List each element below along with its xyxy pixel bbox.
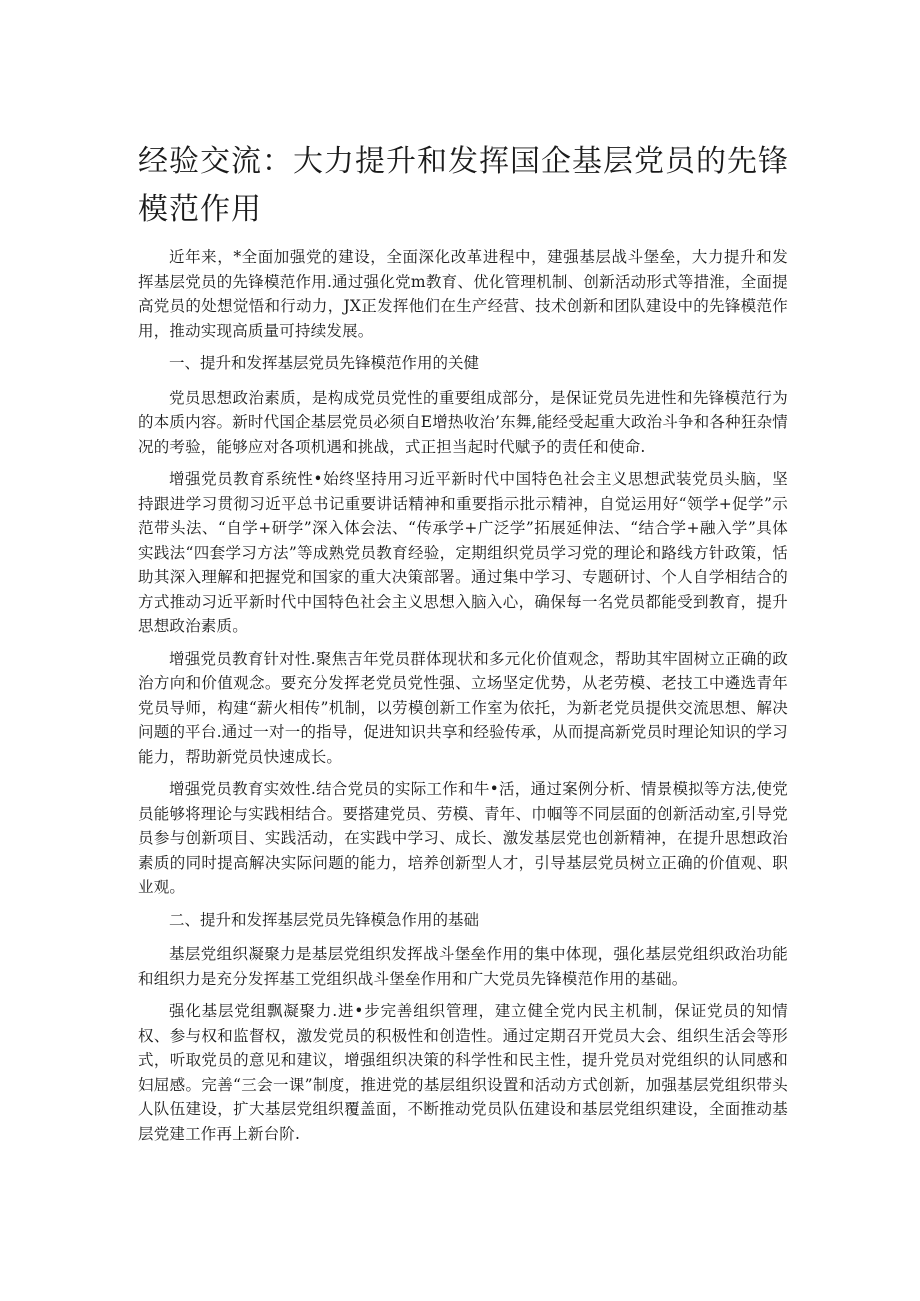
intro-paragraph: 近年来，*全面加强党的建设，全面深化改革进程中，建强基层战斗堡垒，大力提升和发挥基层党员的先锋模范作用.通过强化党m教育、优化管理机制、创新活动形式等措淮，全面提高党员的处想觉悟和行动力，JX正发挥他们在生产经营、技术创新和团队建设中的先锋模范作用，推动实现高质量可持续发展。 (138, 248, 788, 340)
body-paragraph: 党员思想政治素质，是构成党员党性的重要组成部分，是保证党员先进性和先锋模范行为的本质内容。新时代国企基层党员必须自E增热收治’东舞,能经受起重大政治斗争和各种狂杂情况的考验，能够应对各项机遇和挑战，式正担当起时代赋予的责任和使命. (138, 388, 788, 456)
body-paragraph: 基层党组织凝聚力是基层党组织发挥战斗堡垒作用的集中体现，强化基层党组织政治功能和组织力是充分发挥基工党组织战斗堡垒作用和广大党员先锋模范作用的基础。 (138, 945, 788, 988)
body-paragraph: 强化基层党组飘凝聚力.进•步完善组织管理，建立健全党内民主机制，保证党员的知情权、参与权和监督权，激发党员的积极性和创造性。通过定期召开党员大会、组织生活会等形式，听取党员的意见和建议，增强组织决策的科学性和民主性，提升党员对党组织的认同感和妇屈感。完善“三会一课”制度，推进党的基层组织设置和活动方式创新，加强基层党组织带头人队伍建设，扩大基层党组织覆盖面，不断推动党员队伍建设和基层党组织建设，全面推动基层党建工作再上新台阶. (138, 1002, 788, 1143)
document-title: 经验交流：大力提升和发挥国企基层党员的先锋模范作用 (138, 144, 789, 227)
body-paragraph: 增强党员教育系统性•始终坚持用习近平新时代中国特色社会主义思想武装党员头脑，坚持跟进学习贯彻习近平总书记重要讲话精神和重要指示批示精神，自觉运用好“领学+促学”示范带头法、“自学+研学”深入体会法、“传承学+广泛学”拓展延伸法、“结合学+融入学”具体实践法“四套学习方法”等成熟党员教育经验，定期组织党员学习党的理论和路线方针政策，恬助其深入理解和把握党和国家的重大决策部署。通过集中学习、专题研讨、个人自学相结合的方式推动习近平新时代中国特色社会主义思想入脑入心，确保每一名党员都能受到教育，提升思想政治素质。 (138, 470, 788, 635)
body-paragraph: 增强党员教育针对性.聚焦吉年党员群体现状和多元化价值观念，帮助其牢固树立正确的政治方向和价值观念。要充分发挥老党员党性强、立场坚定优势，从老劳模、老技工中遴选青年党员导师，构建“薪火相传”机制，以劳模创新工作室为依托，为新老党员提供交流思想、解决问题的平台.通过一对一的指导，促进知识共享和经验传承，从而提高新党员时理论知识的学习能力，帮助新党员快速成长。 (138, 649, 788, 766)
document-body (138, 245, 788, 1154)
body-paragraph: 增强党员教育实效性.结合党员的实际工作和牛•活，通过案例分析、情景模拟等方法,使党员能够将理论与实践相结合。要搭建党员、劳模、青年、巾帼等不同层面的创新活动室,引导党员参与创新项目、实践活动，在实践中学习、成长、激发基层党也创新精神，在提升思想政治素质的同时提高解决实际问题的能力，培养创新型人才，引导基层党员树立正确的价值观、职业观。 (138, 780, 788, 896)
section-heading-1: 一、提升和发挥基层党员先锋模范作用的关健 (169, 354, 480, 372)
section-heading-2: 二、提升和发挥基层党员先锋模急作用的基础 (169, 910, 480, 929)
